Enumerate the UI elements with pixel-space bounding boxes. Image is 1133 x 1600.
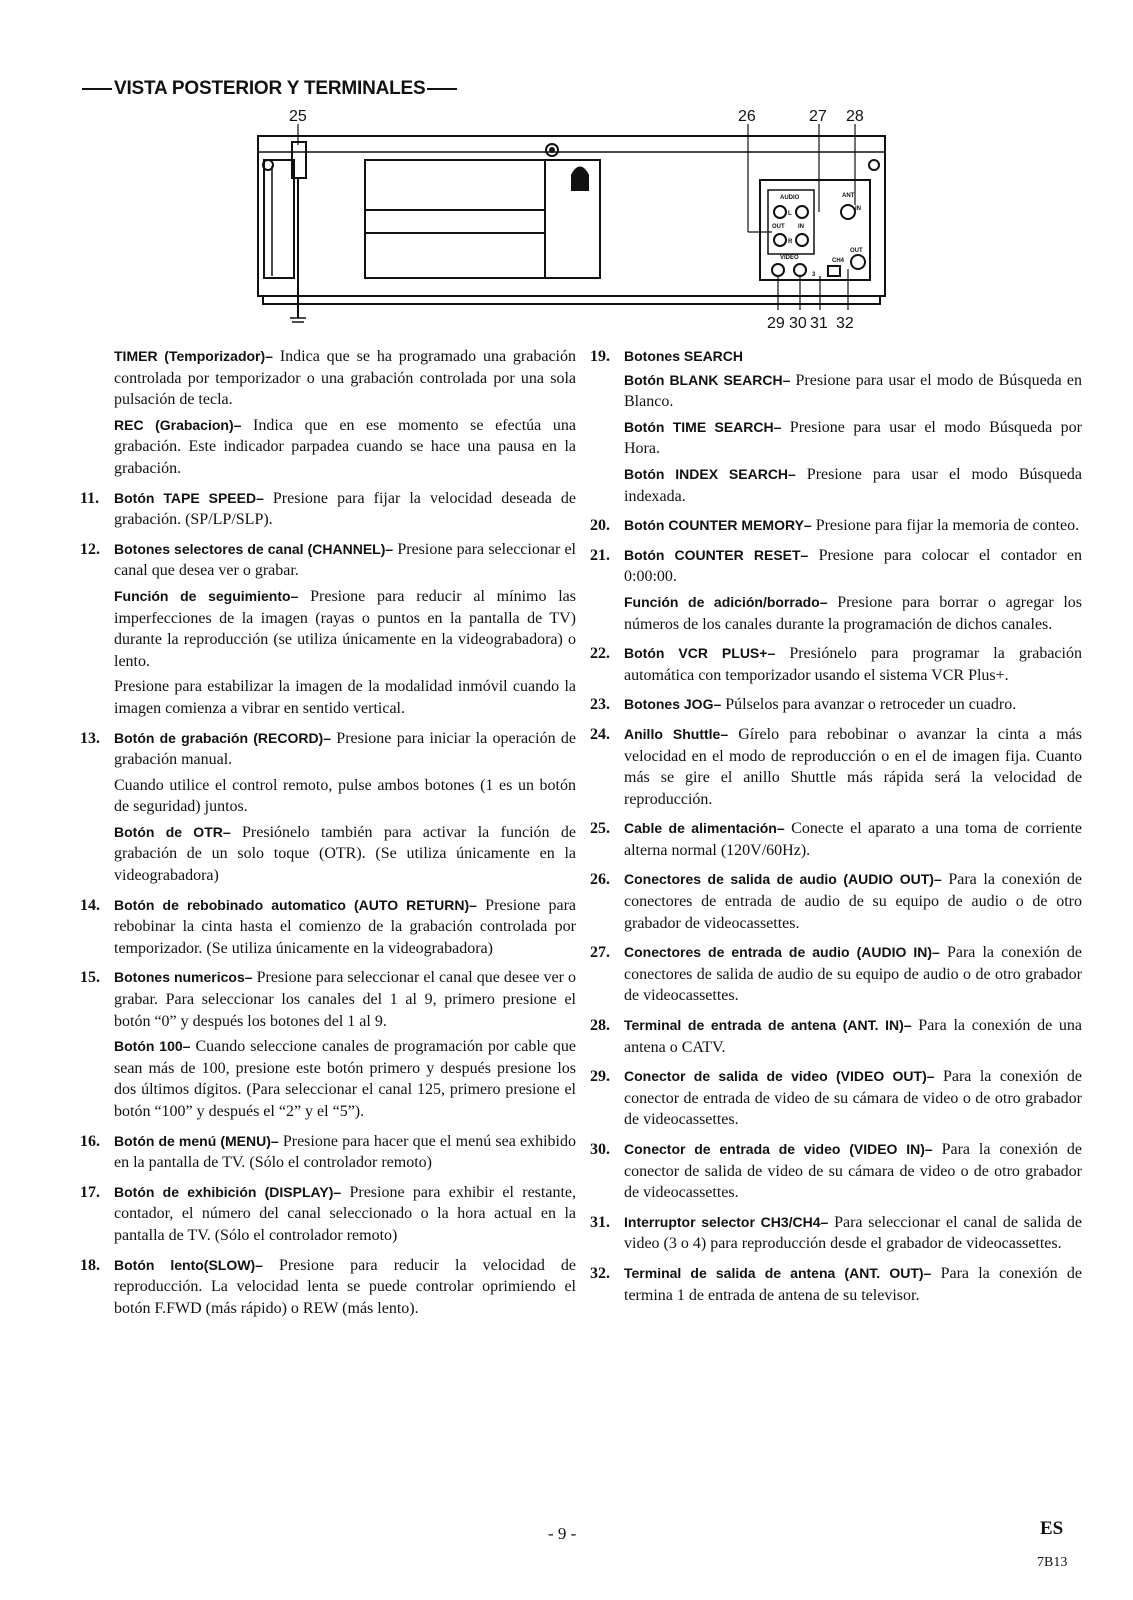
panel-label-r: R [788,239,793,245]
panel-label-ant: ANT [842,193,855,199]
right-column [590,346,1082,1314]
list-item-23: 23. Botones JOG– Púlselos para avanzar o retroceder un cuadro. [590,696,1017,714]
panel-label-audio: AUDIO [780,195,800,201]
list-item-19: 19. Botones SEARCH [590,348,744,365]
callout-26: 26 [738,108,756,125]
list-item-27: 27. Conectores de entrada de audio (AUDIO IN)– Para la conexión de conectores de salida de audio de su equipo de audio o de otro grabador de videocassettes. [590,944,1082,1005]
panel-label-l: L [788,211,792,217]
panel-label-out: OUT [772,224,785,230]
otr-button-entry: Botón de OTR– Presiónelo también para activar la función de grabación de un solo toque (OTR). (Se utiliza únicamente en la videograbadora) [114,823,576,885]
button-100-entry: Botón 100– Cuando seleccione canales de programación por cable que sean más de 100, presione este botón primero y después presione los dos últimos dígitos. (Para seleccionar el canal 125, primero presione el botón “100” y después el “2” y el “5”). [114,1038,577,1120]
page-number: - 9 - [548,1524,577,1543]
audio-out-r-jack-icon [774,234,786,246]
list-item-18: 18. Botón lento(SLOW)– Presione para reducir la velocidad de reproducción. La velocidad lenta se puede controlar oprimiendo el botón F.FWD (más rápido) o REW (más lento). [80,1256,576,1317]
rear-panel-diagram [0,0,1133,345]
remote-note-entry: Cuando utilice el control remoto, pulse ambos botones (1 es un botón de seguridad) juntos. [114,776,576,816]
list-item-12: 12. Botones selectores de canal (CHANNEL)– Presione para seleccionar el canal que desea ver o grabar. [80,540,576,580]
list-item-16: 16. Botón de menú (MENU)– Presione para hacer que el menú sea exhibido en la pantalla de TV. (Sólo el controlador remoto) [80,1132,576,1172]
list-item-20: 20. Botón COUNTER MEMORY– Presione para fijar la memoria de conteo. [590,517,1080,535]
callout-25: 25 [289,108,307,125]
central-compartment [365,160,600,278]
list-item-11: 11. Botón TAPE SPEED– Presione para fijar la velocidad deseada de grabación. (SP/LP/SLP). [80,489,576,529]
list-item-24: 24. Anillo Shuttle– Gírelo para rebobinar o avanzar la cinta a más velocidad en el modo de reproducción o en el de imagen fija. Cuanto más se gire el anillo Shuttle más rápida será la velocidad de reproducción. [590,725,1082,808]
audio-out-l-jack-icon [774,206,786,218]
panel-label-video: VIDEO [780,255,799,261]
callout-28: 28 [846,108,864,125]
list-item-13: 13. Botón de grabación (RECORD)– Presione para iniciar la operación de grabación manual. [80,729,576,769]
list-item-29: 29. Conector de salida de video (VIDEO OUT)– Para la conexión de conector de entrada de video de su cámara de video o de otro grabador de videocassettes. [590,1068,1082,1129]
panel-label-ant-in: IN [855,206,861,212]
ant-out-terminal-icon [851,255,865,269]
ant-in-terminal-icon [841,205,855,219]
language-code: ES [1040,1518,1064,1539]
time-search-entry: Botón TIME SEARCH– Presione para usar el modo Búsqueda por Hora. [624,418,1082,458]
list-item-31: 31. Interruptor selector CH3/CH4– Para seleccionar el canal de salida de video (3 o 4) para reproducción desde el grabador de videocassettes. [590,1213,1083,1253]
stabilize-entry: Presione para estabilizar la imagen de la modalidad inmóvil cuando la imagen comienza a vibrar en sentido vertical. [114,678,576,717]
list-item-26: 26. Conectores de salida de audio (AUDIO OUT)– Para la conexión de conectores de entrada de audio de su equipo de audio o de otro grabador de videocassettes. [590,871,1083,932]
ch3-ch4-switch-icon [828,266,840,276]
panel-label-ch4: CH4 [832,258,845,264]
list-item-21: 21. Botón COUNTER RESET– Presione para colocar el contador en 0:00:00. [590,546,1083,586]
panel-label-in: IN [798,224,804,230]
blank-search-entry: Botón BLANK SEARCH– Presione para usar el modo de Búsqueda en Blanco. [624,371,1082,411]
video-in-jack-icon [794,264,806,276]
tracking-function-entry: Función de seguimiento– Presione para reducir al mínimo las imperfecciones de la imagen (rayas o puntos en la pantalla de TV) durante la reproducción (se utiliza únicamente en la videograbadora) o lento. [114,587,576,670]
list-item-22: 22. Botón VCR PLUS+– Presiónelo para programar la grabación automática con temporizador usando el sistema VCR Plus+. [590,645,1082,684]
hook-shape [572,168,588,191]
callout-27: 27 [809,108,827,125]
left-column [80,346,576,1327]
list-item-25: 25. Cable de alimentación– Conecte el aparato a una toma de corriente alterna normal (120V/60Hz). [590,820,1083,859]
callout-30: 30 [789,315,807,332]
audio-in-l-jack-icon [796,206,808,218]
addition-deletion-entry: Función de adición/borrado– Presione para borrar o agregar los números de los canales durante la programación de dichos canales. [624,593,1083,633]
panel-label-ant-out: OUT [850,248,863,254]
callout-32: 32 [836,315,854,332]
left-side-panel [264,160,294,278]
panel-label-ch3: 3 [812,272,816,278]
callout-31: 31 [810,315,828,332]
video-out-jack-icon [772,264,784,276]
vcr-base [263,296,880,304]
audio-in-r-jack-icon [796,234,808,246]
document-code: 7B13 [1037,1555,1068,1570]
list-item-32: 32. Terminal de salida de antena (ANT. OUT)– Para la conexión de termina 1 de entrada de antena de su televisor. [590,1264,1082,1304]
list-item-14: 14. Botón de rebobinado automatico (AUTO RETURN)– Presione para rebobinar la cinta hasta el comienzo de la grabación controlada por temporizador. (Se utiliza únicamente en la videograbadora) [80,896,576,957]
timer-indicator-entry: TIMER (Temporizador)– Indica que se ha programado una grabación controlada por temporizador o una grabación controlada por una sola pulsación de tecla. [114,348,577,409]
list-item-28: 28. Terminal de entrada de antena (ANT. IN)– Para la conexión de una antena o CATV. [590,1017,1083,1056]
list-item-15: 15. Botones numericos– Presione para seleccionar el canal que desee ver o grabar. Para seleccionar los canales del 1 al 9, primero presione el botón “0” y después los botones del 1 al 9. [80,969,576,1030]
screw-icon-right [869,160,879,170]
callout-29: 29 [767,315,785,332]
rec-indicator-entry: REC (Grabacion)– Indica que en ese momento se efectúa una grabación. Este indicador parpadea cuando se hace una pausa en la grabación. [114,416,576,477]
heading-text: VISTA POSTERIOR Y TERMINALES [114,78,426,99]
list-item-30: 30. Conector de entrada de video (VIDEO IN)– Para la conexión de conector de salida de video de su cámara de video o de otro grabador de videocassettes. [590,1141,1082,1202]
index-search-entry: Botón INDEX SEARCH– Presione para usar el modo Búsqueda indexada. [624,465,1082,505]
list-item-17: 17. Botón de exhibición (DISPLAY)– Presione para exhibir el restante, contador, el número del canal seleccionado o la hora actual en la pantalla de TV. (Sólo el controlador remoto) [80,1183,577,1244]
